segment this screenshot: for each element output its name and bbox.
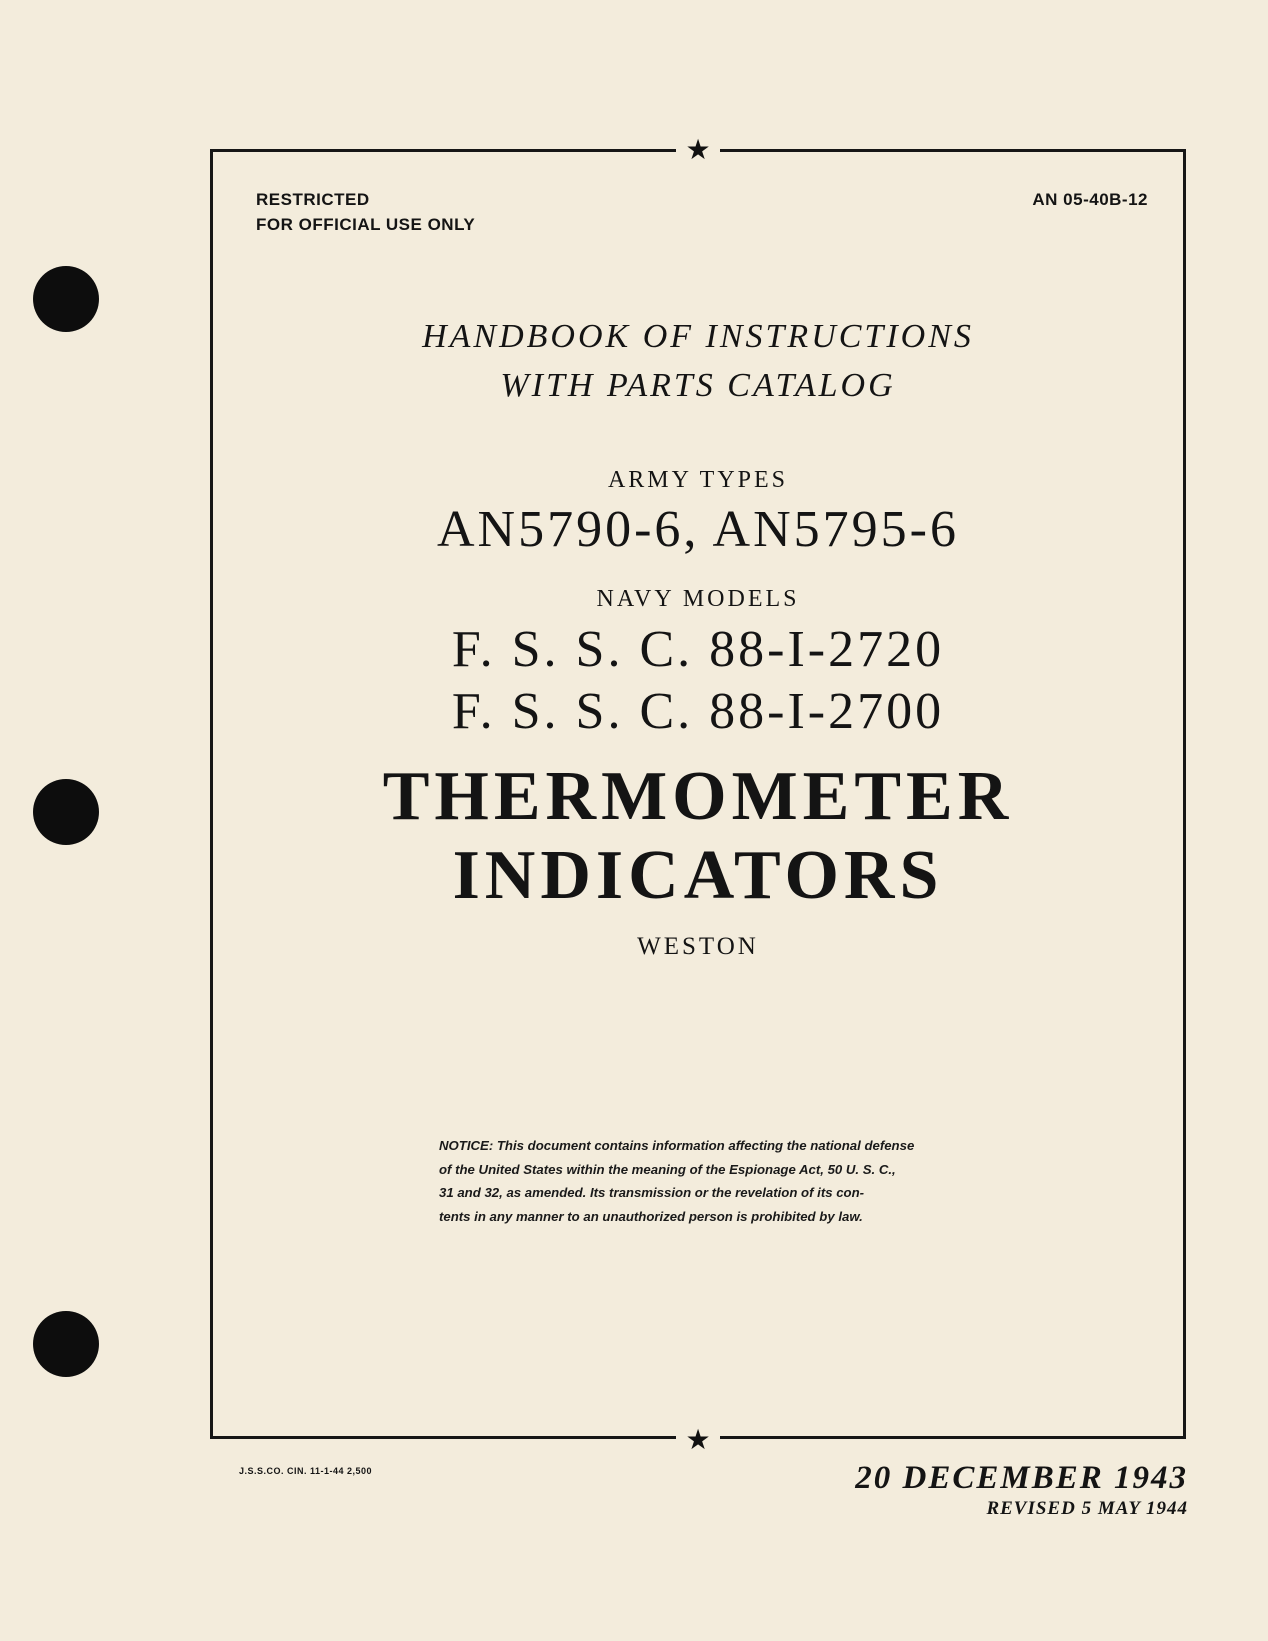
security-marking (256, 187, 475, 237)
subject-line-2: INDICATORS (452, 837, 944, 914)
binder-hole-bottom (33, 1311, 99, 1377)
revision-date: REVISED 5 MAY 1944 (986, 1498, 1188, 1519)
binder-hole-top (33, 266, 99, 332)
army-types-heading: ARMY TYPES (607, 467, 789, 493)
document-number: AN 05-40B-12 (1032, 190, 1148, 209)
army-types-value: AN5790-6, AN5795-6 (437, 501, 959, 558)
notice-line: NOTICE: This document contains information affecting the national defense (439, 1138, 915, 1153)
notice-line: of the United States within the meaning of the Espionage Act, 50 U. S. C., (439, 1161, 896, 1177)
restricted-label: RESTRICTED (256, 190, 370, 209)
subject-line-1: THERMOMETER (382, 758, 1014, 835)
printer-imprint: J.S.S.CO. CIN. 11-1-44 2,500 (239, 1466, 373, 1476)
title-line-2: WITH PARTS CATALOG (500, 367, 896, 404)
official-use-label: FOR OFFICIAL USE ONLY (256, 215, 476, 234)
notice-line: 31 and 32, as amended. Its transmission or the revelation of its con- (439, 1185, 865, 1200)
star-icon-bottom: ★ (676, 1423, 720, 1457)
navy-model-2: F. S. S. C. 88-I-2700 (451, 683, 945, 740)
notice-line: tents in any manner to an unauthorized person is prohibited by law. (439, 1208, 863, 1224)
star-icon-top: ★ (676, 133, 720, 167)
binder-hole-middle (33, 779, 99, 845)
title-line-1: HANDBOOK OF INSTRUCTIONS (422, 318, 974, 355)
publication-date: 20 DECEMBER 1943 (855, 1460, 1188, 1496)
navy-models-heading: NAVY MODELS (596, 586, 800, 612)
navy-model-1: F. S. S. C. 88-I-2720 (451, 621, 945, 678)
manufacturer-name: WESTON (637, 933, 759, 960)
espionage-notice (439, 1134, 953, 1228)
